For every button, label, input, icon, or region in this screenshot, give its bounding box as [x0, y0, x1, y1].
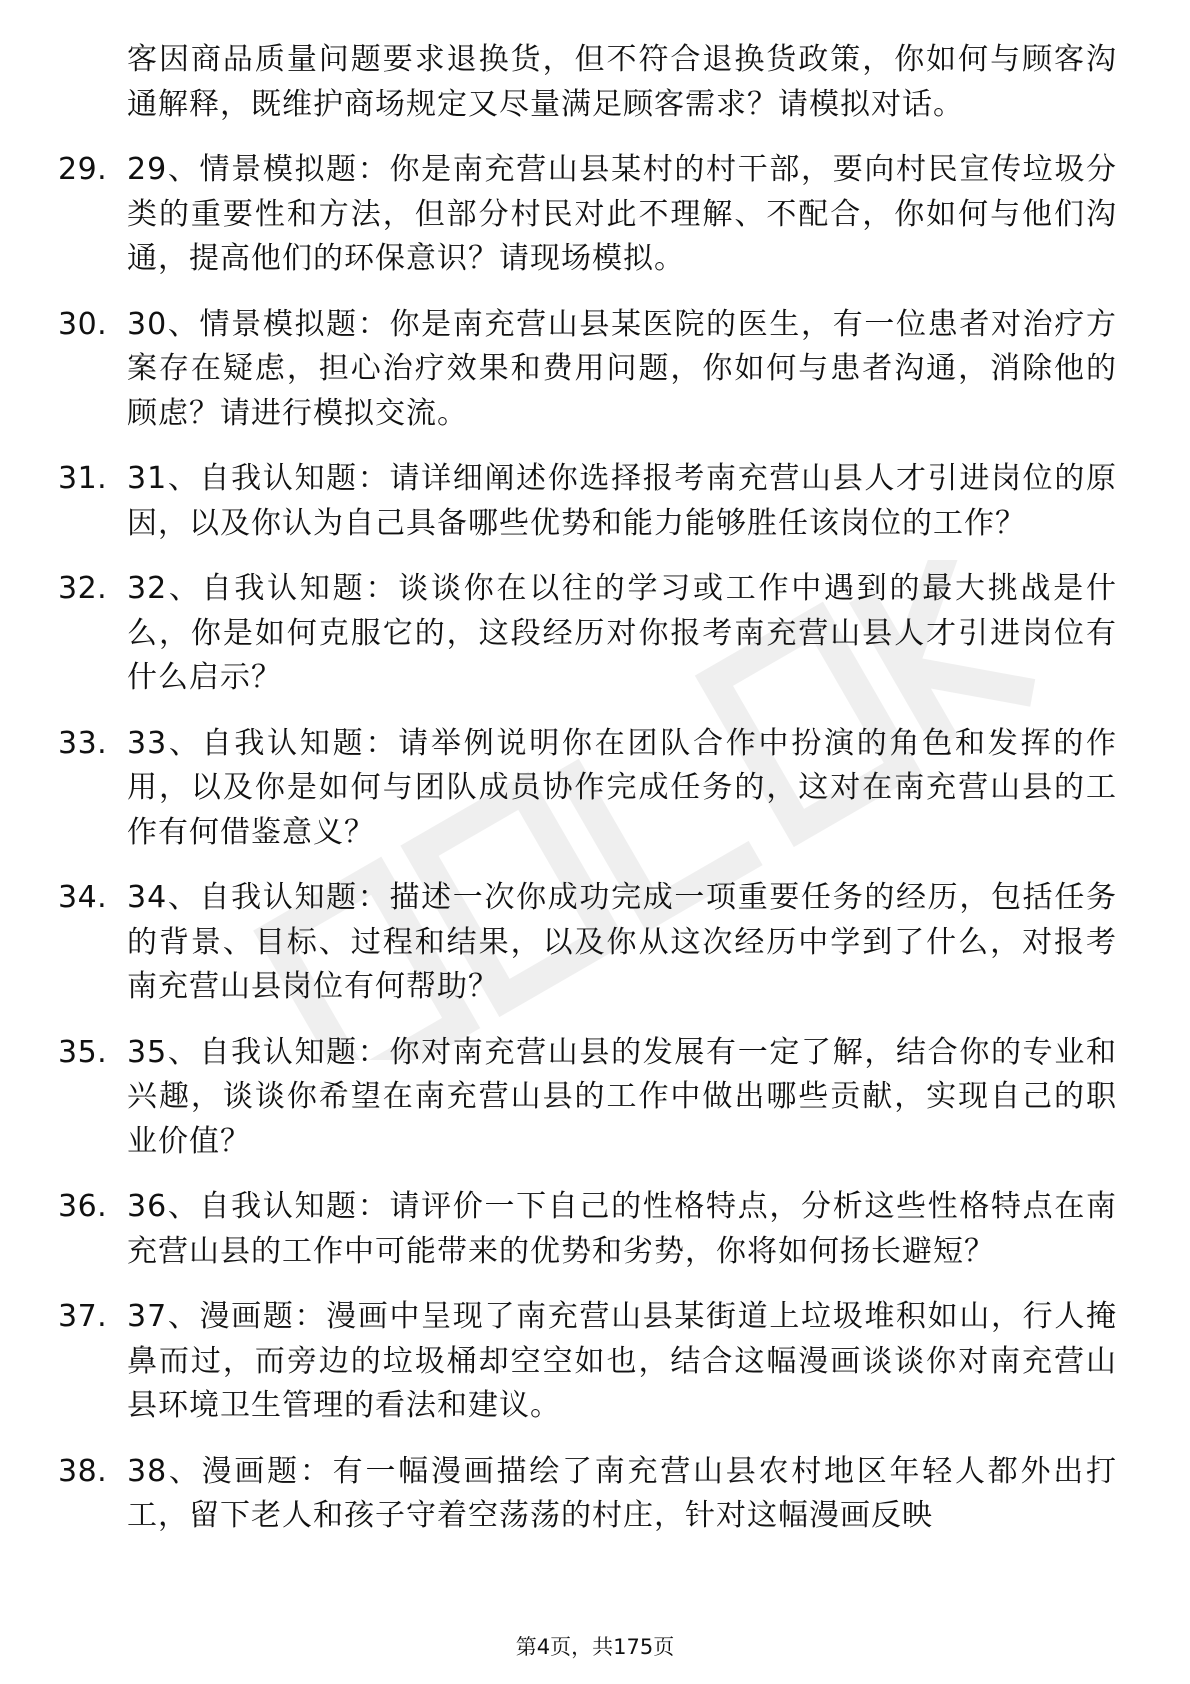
item-number: 33.	[58, 725, 108, 761]
list-item	[0, 1031, 1190, 1165]
list-item	[0, 1185, 1190, 1274]
page-number-footer: 第4页，共175页	[515, 1635, 675, 1659]
item-text: 38、漫画题：有一幅漫画描绘了南充营山县农村地区年轻人都外出打工，留下老人和孩子守着空荡荡的村庄，针对这幅漫画反映	[127, 1453, 1117, 1533]
item-number: 36.	[58, 1189, 108, 1224]
question-list	[0, 38, 1190, 1560]
list-item	[0, 876, 1190, 1010]
list-item	[0, 148, 1190, 282]
list-item	[0, 722, 1190, 856]
list-item	[0, 303, 1190, 437]
item-number: 34.	[58, 880, 108, 915]
item-number: 37.	[58, 1299, 108, 1334]
item-number: 30.	[58, 306, 108, 342]
item-text: 32、自我认知题：谈谈你在以往的学习或工作中遇到的最大挑战是什么，你是如何克服它的，这段经历对你报考南充营山县人才引进岗位有什么启示？	[127, 571, 1117, 695]
item-text: 客因商品质量问题要求退换货，但不符合退换货政策，你如何与顾客沟通解释，既维护商场规定又尽量满足顾客需求？请模拟对话。	[127, 42, 1117, 122]
item-text: 29、情景模拟题：你是南充营山县某村的村干部，要向村民宣传垃圾分类的重要性和方法，但部分村民对此不理解、不配合，你如何与他们沟通，提高他们的环保意识？请现场模拟。	[127, 152, 1117, 276]
list-item	[0, 1295, 1190, 1429]
item-text: 35、自我认知题：你对南充营山县的发展有一定了解，结合你的专业和兴趣，谈谈你希望在南充营山县的工作中做出哪些贡献，实现自己的职业价值？	[127, 1034, 1117, 1159]
item-text: 30、情景模拟题：你是南充营山县某医院的医生，有一位患者对治疗方案存在疑虑，担心治疗效果和费用问题，你如何与患者沟通，消除他的顾虑？请进行模拟交流。	[127, 306, 1117, 431]
list-item	[0, 567, 1190, 701]
item-text: 37、漫画题：漫画中呈现了南充营山县某街道上垃圾堆积如山，行人掩鼻而过，而旁边的垃圾桶却空空如也，结合这幅漫画谈谈你对南充营山县环境卫生管理的看法和建议。	[127, 1299, 1117, 1423]
item-text: 33、自我认知题：请举例说明你在团队合作中扮演的角色和发挥的作用，以及你是如何与团队成员协作完成任务的，这对在南充营山县的工作有何借鉴意义？	[127, 725, 1117, 850]
item-number: 38.	[58, 1453, 108, 1489]
item-number: 35.	[58, 1034, 108, 1070]
list-item	[0, 38, 1190, 127]
list-item	[0, 1450, 1190, 1539]
item-number: 29.	[58, 152, 108, 187]
item-text: 34、自我认知题：描述一次你成功完成一项重要任务的经历，包括任务的背景、目标、过程和结果，以及你从这次经历中学到了什么，对报考南充营山县岗位有何帮助？	[127, 880, 1117, 1004]
item-text: 36、自我认知题：请评价一下自己的性格特点，分析这些性格特点在南充营山县的工作中可能带来的优势和劣势，你将如何扬长避短？	[127, 1189, 1117, 1269]
list-item	[0, 457, 1190, 546]
item-number: 32.	[58, 571, 108, 606]
item-number: 31.	[58, 461, 108, 496]
item-text: 31、自我认知题：请详细阐述你选择报考南充营山县人才引进岗位的原因，以及你认为自己具备哪些优势和能力能够胜任该岗位的工作？	[127, 461, 1117, 541]
